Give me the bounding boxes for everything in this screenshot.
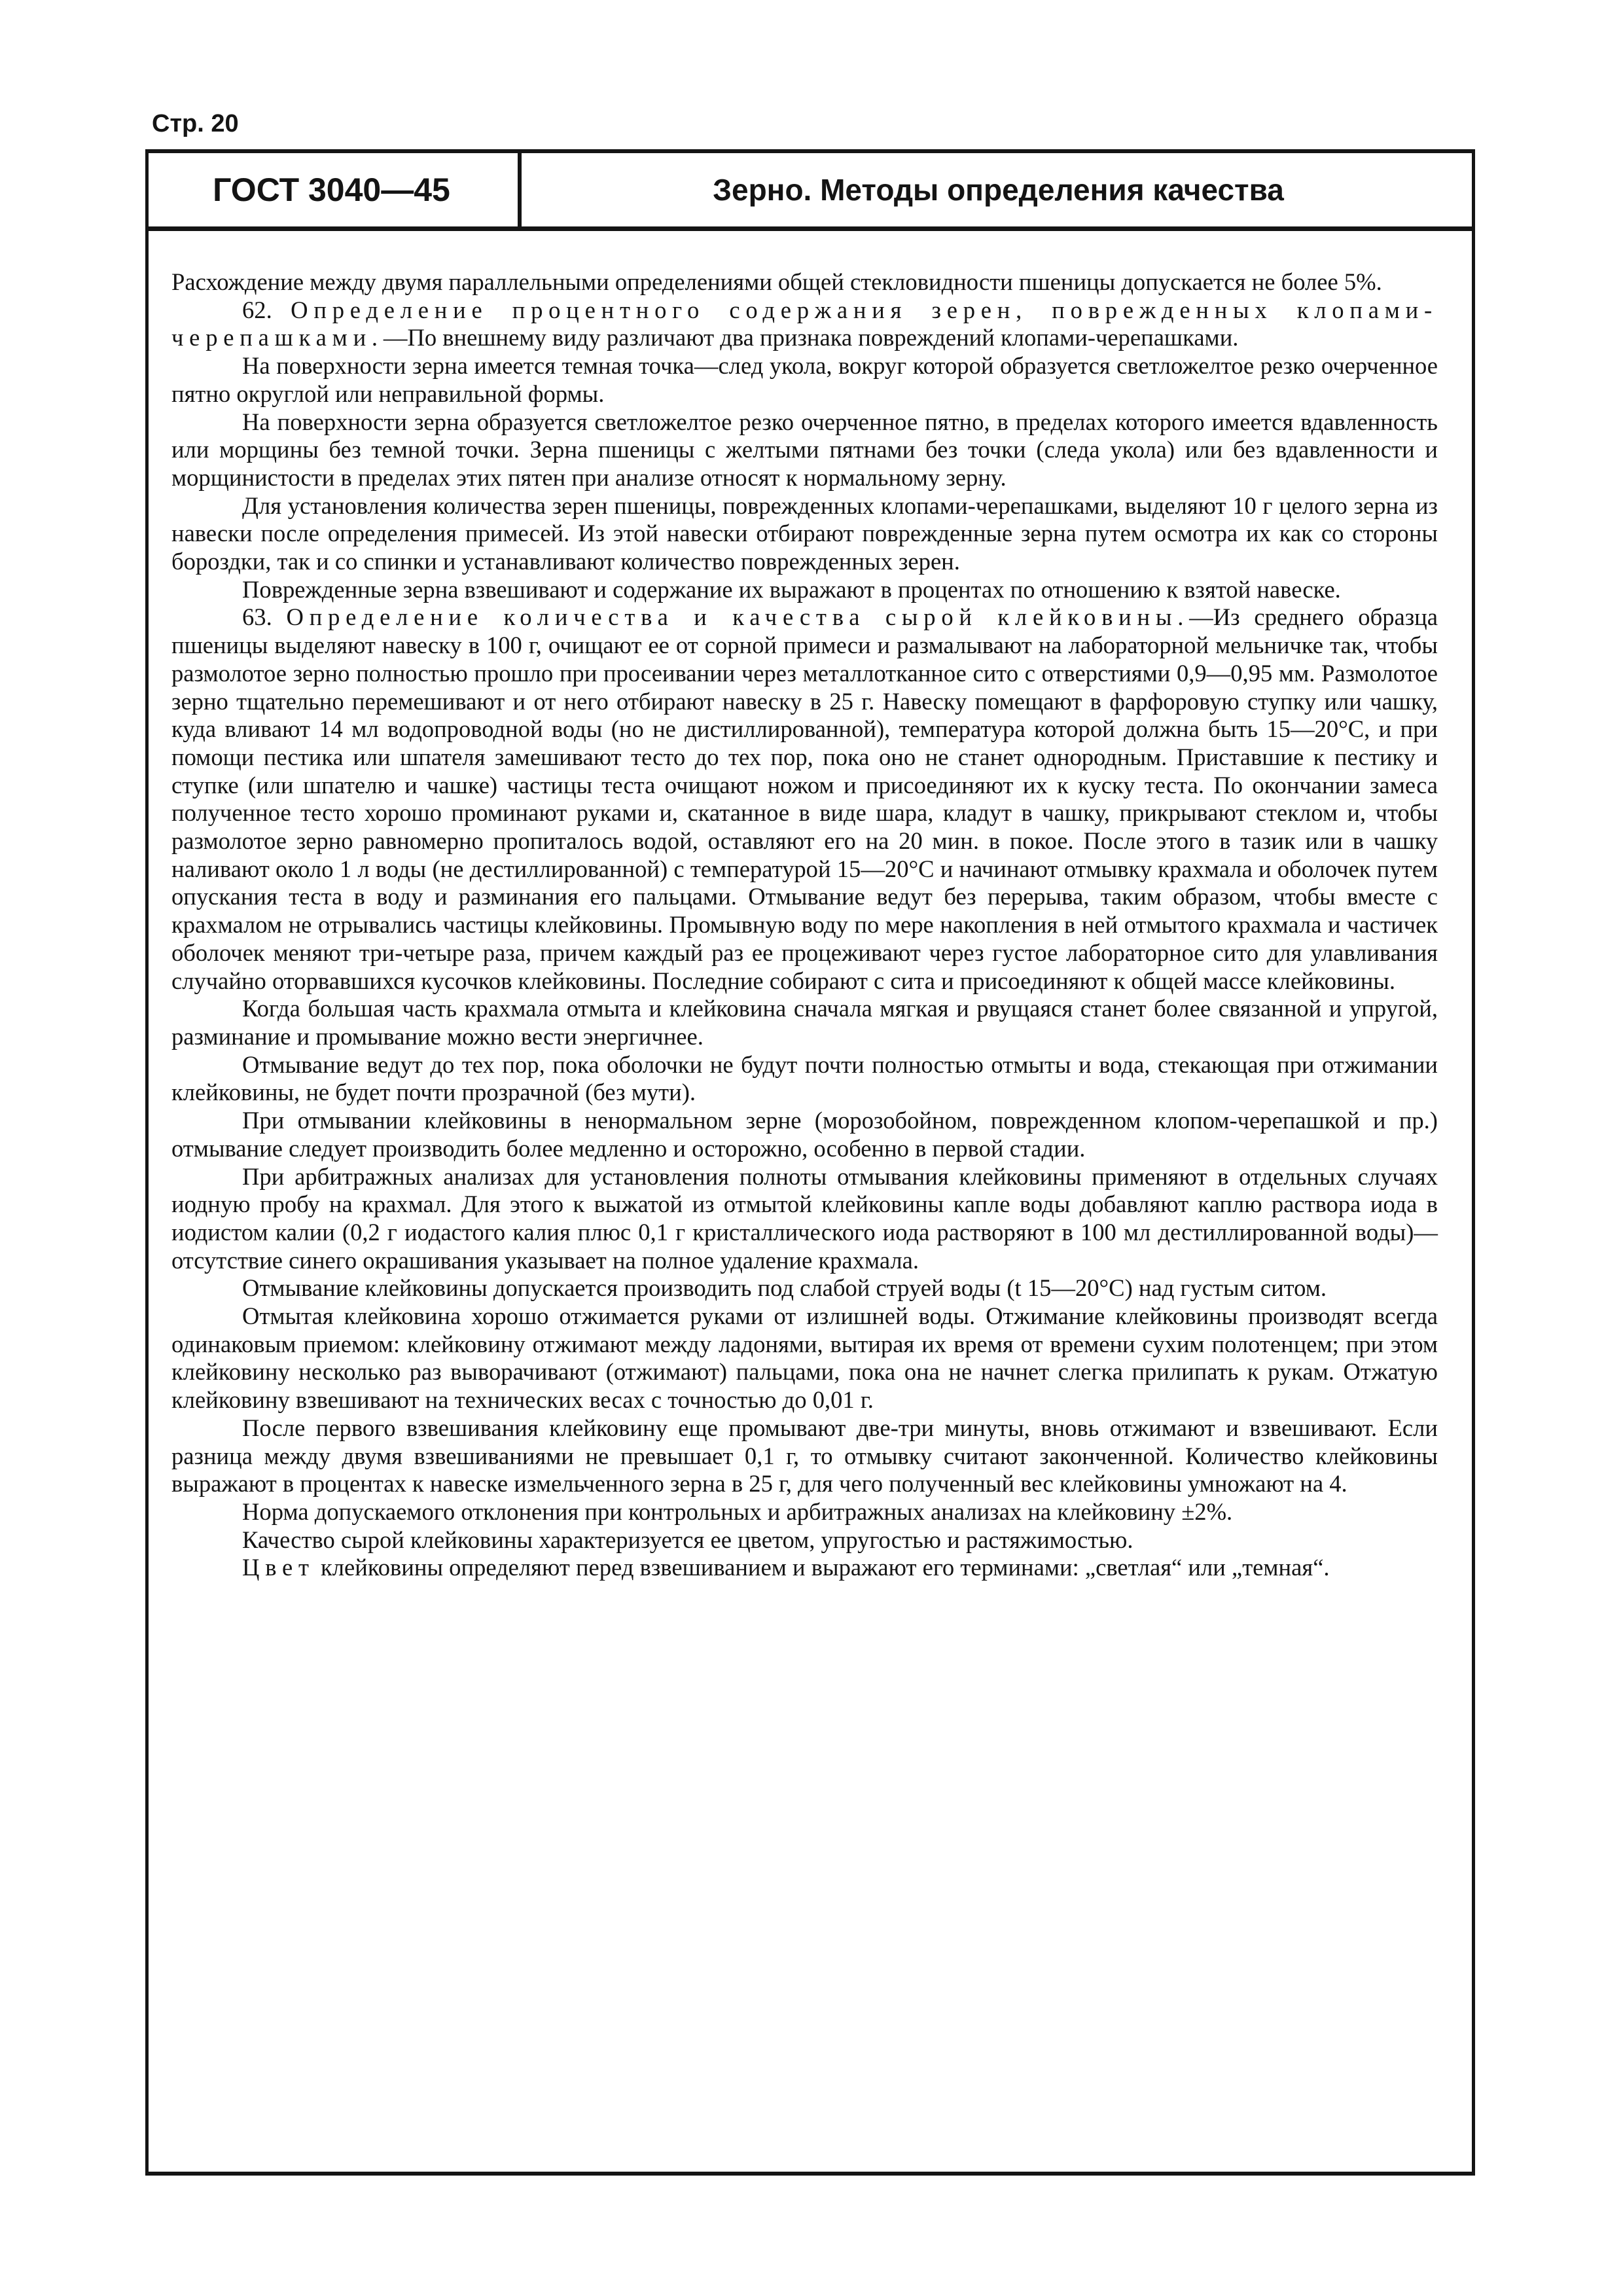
paragraph: Отмывание ведут до тех пор, пока оболочки не будут почти полностью отмыты и вода, стекающая при отжимании клейковины, не будет почти прозрачной (без мути). — [171, 1050, 1438, 1106]
section-heading: Определение процентного содержания зерен, поврежденных клопами-черепашками. — [171, 296, 1438, 351]
paragraph: Для установления количества зерен пшеницы, поврежденных клопами-черепашками, выделяют 10 г целого зерна из навески после определения примесей. Из этой навески отбирают поврежденные зерна путем осмотра их как со стороны бороздки, так и со спинки и устанавливают количество поврежденных зерен. — [171, 492, 1438, 575]
paragraph: На поверхности зерна образуется светложелтое резко очерченное пятно, в пределах которого имеется вдавленность или морщины без темной точки. Зерна пшеницы с желтыми пятнами без точки (следа укола) или без вдавленности и морщинистости в пределах этих пятен при анализе относят к нормальному зерну. — [171, 408, 1438, 491]
document-title: Зерно. Методы определения качества — [713, 173, 1284, 207]
section-62: 62. Определение процентного содержания зерен, поврежденных клопами-черепашками.—По внешнему виду различают два признака повреждений клопами-черепашками. — [171, 296, 1438, 351]
spaced-term: Цвет — [242, 1554, 315, 1581]
standard-number: ГОСТ 3040—45 — [145, 153, 522, 226]
paragraph: Поврежденные зерна взвешивают и содержание их выражают в процентах по отношению к взятой навеске. — [242, 575, 1341, 603]
page-number: Стр. 20 — [152, 110, 239, 137]
paragraph: Цвет клейковины определяют перед взвешиванием и выражают его терминами: „светлая“ или „темная“. — [242, 1554, 1330, 1581]
paragraph: При отмывании клейковины в ненормальном зерне (морозобойном, поврежденном клопом-черепашкой и пр.) отмывание следует производить более медленно и осторожно, особенно в первой стадии. — [171, 1107, 1438, 1162]
paragraph: На поверхности зерна имеется темная точка—след укола, вокруг которой образуется светложелтое резко очерченное пятно округлой или неправильной формы. — [171, 352, 1438, 407]
paragraph: Когда большая часть крахмала отмыта и клейковина сначала мягкая и рвущаяся станет более связанной и упругой, разминание и промывание можно вести энергичнее. — [171, 995, 1438, 1050]
paragraph: Норма допускаемого отклонения при контрольных и арбитражных анализах на клейковину ±2%. — [242, 1498, 1233, 1525]
paragraph: При арбитражных анализах для установления полноты отмывания клейковины применяют в отдельных случаях иодную пробу на крахмал. Для этого к выжатой из отмытой клейковины капле воды добавляют каплю раствора иода в иодистом калии (0,2 г иодастого калия плюс 0,1 г кристаллического иода растворяют в 100 мл дестиллированной воды)—отсутствие синего окрашивания указывает на полное удаление крахмала. — [171, 1162, 1438, 1274]
body-text — [171, 268, 1438, 1582]
section-heading: Определение количества и качества сырой клейковины. — [286, 603, 1190, 631]
paragraph: После первого взвешивания клейковину еще промывают две-три минуты, вновь отжимают и взвешивают. Если разница между двумя взвешиваниями не превышает 0,1 г, то отмывку считают законченной. Количество клейковины выражают в процентах к навеске измельченного зерна в 25 г, для чего полученный вес клейковины умножают на 4. — [171, 1414, 1438, 1498]
section-63: 63. Определение количества и качества сырой клейковины.—Из среднего образца пшеницы выделяют навеску в 100 г, очищают ее от сорной примеси и размалывают на лабораторной мельничке так, чтобы размолотое зерно полностью прошло при просеивании через металлотканное сито с отверстиями 0,9—0,95 мм. Размолотое зерно тщательно перемешивают и от него отбирают навеску в 25 г. Навеску помещают в фарфоровую ступку или чашку, куда вливают 14 мл водопроводной воды (но не дистиллированной), температура которой должна быть 15—20°С, и при помощи пестика или шпателя замешивают тесто до тех пор, пока оно не станет однородным. Приставшие к пестику и ступке (или шпателю и чашке) частицы теста очищают ножом и присоединяют их к куску теста. По окончании замеса полученное тесто хорошо проминают руками и, скатанное в виде шара, кладут в чашку, прикрывают стеклом и, чтобы размолотое зерно равномерно пропиталось водой, оставляют его на 20 мин. в покое. После этого в тазик или в чашку наливают около 1 л воды (не дестиллированной) с температурой 15—20°С и начинают отмывку крахмала и оболочек путем опускания теста в воду и разминания его пальцами. Отмывание ведут без перерыва, таким образом, чтобы вместе с крахмалом не отрывались частицы клейковины. Промывную воду по мере накопления в ней отмытого крахмала и частичек оболочек меняют три-четыре раза, причем каждый раз ее процеживают через густое лабораторное сито для улавливания случайно оторвавшихся кусочков клейковины. Последние собирают с сита и присоединяют к общей массе клейковины. — [171, 603, 1438, 994]
paragraph: Расхождение между двумя параллельными определениями общей стекловидности пшеницы допускается не более 5%. — [171, 268, 1382, 295]
paragraph: Отмывание клейковины допускается производить под слабой струей воды (t 15—20°С) над густым ситом. — [242, 1274, 1327, 1302]
paragraph: Отмытая клейковина хорошо отжимается руками от излишней воды. Отжимание клейковины производят всегда одинаковым приемом: клейковину отжимают между ладонями, вытирая их время от времени сухим полотенцем; при этом клейковину несколько раз выворачивают (отжимают) пальцами, пока она не начнет слегка прилипать к рукам. Отжатую клейковину взвешивают на технических весах с точностью до 0,01 г. — [171, 1302, 1438, 1414]
document-header — [145, 149, 1475, 231]
paragraph: Качество сырой клейковины характеризуется ее цветом, упругостью и растяжимостью. — [242, 1526, 1133, 1553]
